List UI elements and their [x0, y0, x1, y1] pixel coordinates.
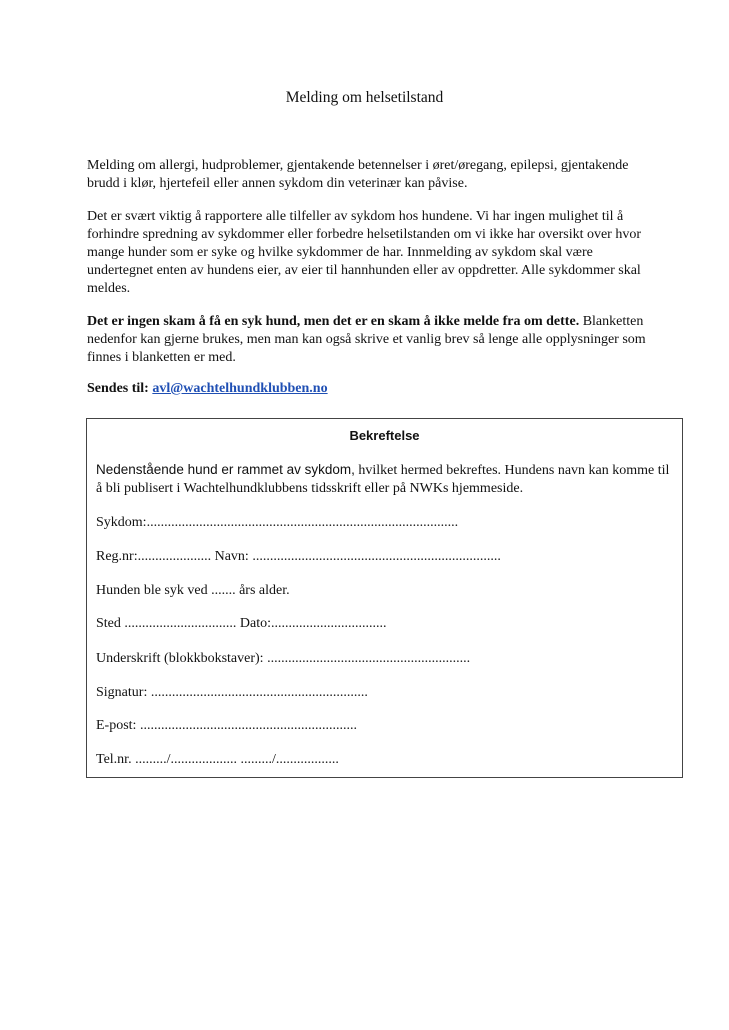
- form-intro-rest: hvilket hermed bekreftes. Hundens navn kan komme til å bli publisert i Wachtelhundklubbens tidsskrift eller på NWKs hjemmeside.: [96, 463, 670, 496]
- form-note: Blanketten nedenfor kan gjerne brukes, men man kan også skrive et vanlig brev så lenge alle opplysninger som finnes i blanketten er med.: [87, 314, 646, 365]
- email-link[interactable]: avl@wachtelhundklubben.no: [152, 381, 328, 396]
- importance-paragraph: Det er svært viktig å rapportere alle tilfeller av sykdom hos hundene. Vi har ingen mulighet til å forhindre spredning av sykdommer eller forbedre helsetilstanden om vi ikke har oversikt over hvor mange hunder som er syke og hvilke sykdommer de har. Innmelding av sykdom skal være undertegnet enten av hundens eier, av eier til hannhunden eller av oppdretter. Alle sykdommer skal meldes.: [87, 209, 642, 296]
- send-to-line: [87, 381, 328, 397]
- field-email[interactable]: E-post: ..............................................................: [96, 718, 357, 733]
- form-heading: Bekreftelse: [349, 428, 420, 443]
- form-intro-sans: Nedenstående hund er rammet av sykdom,: [96, 462, 355, 477]
- intro-paragraph: Melding om allergi, hudproblemer, gjentakende betennelser i øret/øregang, epilepsi, gjentakende brudd i klør, hjertefeil eller annen sykdom din veterinær kan påvise.: [87, 158, 629, 191]
- form-intro: [96, 461, 676, 498]
- confirmation-form-box: [86, 418, 683, 778]
- field-phone[interactable]: Tel.nr. ........./................... ........./..................: [96, 752, 339, 767]
- page-title: Melding om helsetilstand: [285, 89, 444, 106]
- send-label: Sendes til:: [87, 381, 149, 396]
- field-disease[interactable]: Sykdom:.........................................................................................: [96, 515, 459, 530]
- field-signature[interactable]: Signatur: ..............................................................: [96, 685, 368, 700]
- field-age[interactable]: Hunden ble syk ved ....... års alder.: [96, 583, 290, 598]
- shame-statement: Det er ingen skam å få en syk hund, men det er en skam å ikke melde fra om dette.: [87, 314, 580, 329]
- field-reg-name[interactable]: Reg.nr:..................... Navn: .......................................................................: [96, 549, 501, 564]
- note-paragraph: [87, 313, 657, 367]
- field-block-letters[interactable]: Underskrift (blokkbokstaver): ..........................................................: [96, 651, 471, 666]
- field-place-date[interactable]: Sted ................................ Dato:.................................: [96, 616, 387, 631]
